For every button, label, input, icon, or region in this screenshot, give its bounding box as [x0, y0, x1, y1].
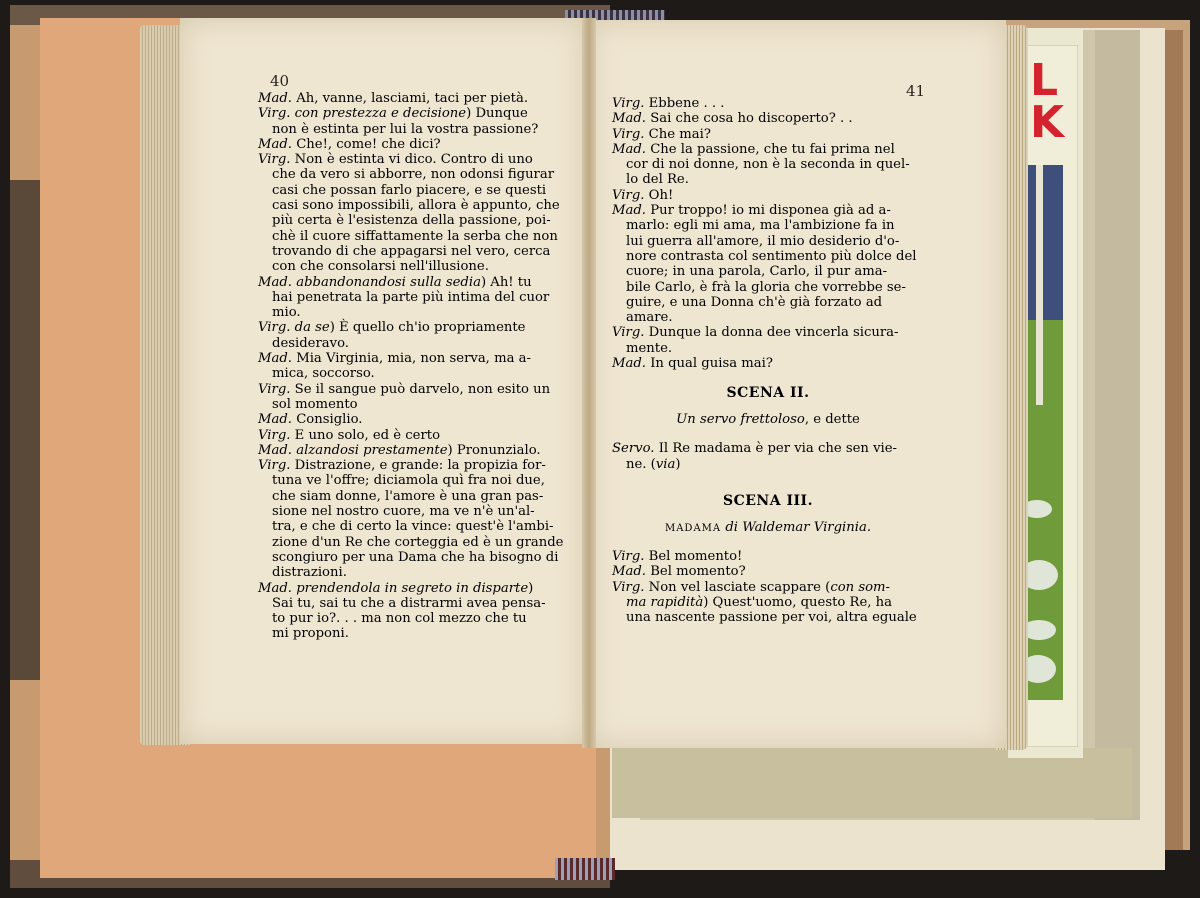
right-page-text: [612, 96, 924, 625]
text-line: [612, 356, 924, 371]
text-line: [612, 96, 924, 111]
text-line: [258, 122, 578, 137]
line-text: Ah, vanne, lasciami, taci per pietà.: [296, 91, 529, 106]
line-text: Bel momento!: [648, 548, 743, 564]
text-line: [612, 218, 924, 233]
line-text: guire, e una Donna ch'è già forzato ad: [626, 294, 883, 310]
speaker-name: Mad.: [258, 351, 292, 367]
speaker-name: Mad.: [612, 141, 646, 157]
speaker-name: Virg.: [258, 381, 291, 397]
spine-tailband: [555, 858, 615, 880]
stage-direction: da se: [294, 320, 330, 336]
line-text: In qual guisa mai?: [650, 356, 773, 372]
speaker-name: Virg.: [258, 106, 291, 122]
speaker-name: Virg.: [612, 325, 645, 341]
speaker-name: Servo.: [612, 441, 655, 457]
speaker-name: Virg.: [258, 458, 291, 474]
stage-direction: prendendola in segreto in disparte: [296, 580, 529, 596]
text-line: [258, 366, 578, 381]
spacer: [612, 541, 924, 549]
poster-tree: [1036, 165, 1043, 405]
line-text: mica, soccorso.: [272, 366, 375, 382]
text-line: [258, 137, 578, 152]
text-line: [258, 290, 578, 305]
line-text: ) Dunque: [466, 106, 528, 122]
line-text: hai penetrata la parte più intima del cuor: [272, 289, 550, 305]
text-line: [258, 351, 578, 366]
line-text: Mia Virginia, mia, non serva, ma a-: [296, 351, 531, 367]
text-line: [258, 565, 578, 580]
line-text: Che mai?: [648, 126, 711, 142]
line-text: ): [675, 456, 681, 472]
line-text: Se il sangue può darvelo, non esito un: [294, 381, 551, 397]
scene-cast-italic: Un servo frettoloso: [676, 412, 805, 428]
text-line: [612, 249, 924, 264]
speaker-name: Mad.: [612, 203, 646, 219]
scene-cast: [612, 407, 924, 433]
text-line: [258, 229, 578, 244]
line-text: Che la passione, che tu fai prima nel: [650, 141, 895, 157]
text-line: [612, 310, 924, 325]
scene-heading: [612, 379, 924, 407]
stage-direction: con prestezza e decisione: [294, 106, 467, 122]
line-text: mi proponi.: [272, 626, 349, 642]
line-text: Sai tu, sai tu che a distrarmi avea pensa-: [272, 595, 546, 611]
line-text: una nascente passione per voi, altra eguale: [626, 610, 917, 626]
text-line: [258, 152, 578, 167]
text-line: [612, 203, 924, 218]
line-text: desideravo.: [272, 335, 349, 351]
speaker-name: Mad.: [258, 580, 292, 596]
stage-direction: abbandonandosi sulla sedia: [296, 274, 481, 290]
text-line: [612, 280, 924, 295]
text-line: [612, 457, 924, 472]
scene-title: SCENA III.: [723, 492, 813, 509]
line-text: trovando di che appagarsi nel vero, cerca: [272, 243, 551, 259]
grey-sheet-edge: [1095, 30, 1140, 820]
left-page-text: [258, 91, 578, 642]
text-line: [258, 320, 578, 335]
text-line: [258, 626, 578, 641]
text-line: [258, 596, 578, 611]
line-text: Consiglio.: [296, 412, 363, 428]
line-text: Bel momento?: [650, 564, 746, 580]
text-line: [258, 504, 578, 519]
text-line: [258, 336, 578, 351]
stage-direction: con som-: [830, 579, 890, 595]
text-line: [612, 234, 924, 249]
spacer: [612, 371, 924, 379]
text-line: [258, 198, 578, 213]
poster-title: L K: [1030, 55, 1067, 148]
line-text: amare.: [626, 310, 673, 326]
text-line: [258, 259, 578, 274]
line-text: lui guerra all'amore, il mio desiderio d'o-: [626, 233, 900, 249]
text-line: [612, 127, 924, 142]
text-line: [258, 305, 578, 320]
line-text: casi che possan farlo piacere, e se questi: [272, 182, 547, 198]
text-line: [612, 549, 924, 564]
text-line: [612, 172, 924, 187]
text-line: [258, 382, 578, 397]
line-text: mio.: [272, 305, 301, 321]
text-line: [612, 564, 924, 579]
text-line: [612, 188, 924, 203]
line-text: to pur io?. . . ma non col mezzo che tu: [272, 611, 527, 627]
line-text: chè il cuore siffattamente la serba che non: [272, 228, 558, 244]
text-line: [258, 519, 578, 534]
line-text: distrazioni.: [272, 565, 347, 581]
line-text: Ebbene . . .: [648, 96, 725, 111]
speaker-name: Mad.: [258, 274, 292, 290]
speaker-name: Mad.: [612, 564, 646, 580]
sheet-bottom-band: [612, 748, 1132, 818]
line-text: Il Re madama è per via che sen vie-: [658, 441, 897, 457]
text-line: [258, 458, 578, 473]
scene-heading: [612, 487, 924, 515]
speaker-name: Mad.: [258, 136, 292, 152]
speaker-name: Virg.: [612, 126, 645, 142]
text-line: [258, 275, 578, 290]
line-text: cuore; in una parola, Carlo, il pur ama-: [626, 264, 888, 280]
speaker-name: Mad.: [612, 356, 646, 372]
line-text: che siam donne, l'amore è una gran pas-: [272, 488, 544, 504]
text-line: [612, 610, 924, 625]
text-line: [258, 412, 578, 427]
text-line: [612, 580, 924, 595]
line-text: ) Pronunzialo.: [447, 442, 541, 458]
line-text: Che!, come! che dici?: [296, 136, 441, 152]
speaker-name: Mad.: [258, 442, 292, 458]
line-text: Non è estinta vi dico. Contro di uno: [294, 152, 533, 168]
scene-cast-italic: Waldemar Virginia.: [742, 519, 872, 535]
text-line: [612, 295, 924, 310]
text-line: [258, 611, 578, 626]
line-text: ne. (: [626, 456, 656, 472]
line-text: ) È quello ch'io propriamente: [329, 320, 526, 336]
line-text: Sai che cosa ho discoperto? . .: [650, 111, 853, 127]
text-line: [258, 473, 578, 488]
text-line: [258, 443, 578, 458]
speaker-name: Mad.: [612, 111, 646, 127]
text-line: [612, 441, 924, 456]
text-line: [612, 111, 924, 126]
line-text: ) Quest'uomo, questo Re, ha: [703, 594, 893, 610]
stage-direction: ma rapidità: [626, 594, 704, 610]
page-number-left: 40: [270, 72, 290, 90]
line-text: non è estinta per lui la vostra passione?: [272, 121, 539, 137]
text-line: [258, 535, 578, 550]
line-text: Pur troppo! io mi disponea già ad a-: [650, 203, 891, 219]
line-text: tuna ve l'offre; diciamola quì fra noi due,: [272, 473, 545, 489]
line-text: Non vel lasciate scappare (: [648, 579, 831, 595]
text-line: [612, 341, 924, 356]
text-line: [258, 167, 578, 182]
text-line: [258, 428, 578, 443]
book-gutter: [582, 18, 596, 748]
text-line: [258, 91, 578, 106]
line-text: zione d'un Re che corteggia ed è un grande: [272, 534, 564, 550]
line-text: ): [528, 580, 534, 596]
scene-cast-text: , e dette: [804, 412, 860, 428]
line-text: casi sono impossibili, allora è appunto, che: [272, 198, 560, 214]
speaker-name: Virg.: [612, 96, 645, 111]
line-text: E uno solo, ed è certo: [294, 427, 441, 443]
line-text: tra, e che di certo la vince: quest'è l'ambi-: [272, 519, 554, 535]
line-text: ) Ah! tu: [480, 274, 532, 290]
text-line: [258, 213, 578, 228]
line-text: con che consolarsi nell'illusione.: [272, 259, 489, 275]
stage-direction: alzandosi prestamente: [296, 442, 448, 458]
line-text: cor di noi donne, non è la seconda in quel-: [626, 157, 910, 173]
line-text: sione nel nostro cuore, ma ve n'è un'al-: [272, 504, 535, 520]
line-text: marlo: egli mi ama, ma l'ambizione fa in: [626, 218, 895, 234]
text-line: [612, 142, 924, 157]
speaker-name: Virg.: [612, 579, 645, 595]
text-line: [258, 489, 578, 504]
line-text: Dunque la donna dee vincerla sicura-: [648, 325, 899, 341]
line-text: bile Carlo, è frà la gloria che vorrebbe se-: [626, 279, 906, 295]
line-text: che da vero si abborre, non odonsi figurar: [272, 167, 555, 183]
stage-direction: via: [655, 456, 676, 472]
text-line: [612, 157, 924, 172]
scene-cast: [612, 515, 924, 541]
speaker-name: Virg.: [258, 427, 291, 443]
line-text: nore contrasta col sentimento più dolce del: [626, 248, 917, 264]
line-text: mente.: [626, 340, 673, 356]
text-line: [612, 595, 924, 610]
line-text: più certa è l'esistenza della passione, poi-: [272, 213, 551, 229]
page-number-right: 41: [906, 82, 926, 100]
spacer: [612, 472, 924, 487]
speaker-name: Virg.: [258, 152, 291, 168]
line-text: scongiuro per una Dama che ha bisogno di: [272, 549, 559, 565]
speaker-name: Virg.: [612, 548, 645, 564]
text-line: [258, 183, 578, 198]
backing-board-edge: [1165, 30, 1183, 850]
text-line: [258, 244, 578, 259]
speaker-name: Virg.: [612, 187, 645, 203]
line-text: sol momento: [272, 396, 358, 412]
speaker-name: Virg.: [258, 320, 291, 336]
spacer: [612, 433, 924, 441]
scene-title: SCENA II.: [726, 385, 810, 402]
text-line: [612, 264, 924, 279]
speaker-name: Mad.: [258, 412, 292, 428]
text-line: [612, 325, 924, 340]
speaker-name: Mad.: [258, 91, 292, 106]
text-line: [258, 397, 578, 412]
poster-sky: [1023, 165, 1063, 325]
scene-cast-text: di: [721, 519, 743, 535]
scene-cast-caps: MADAMA: [664, 522, 722, 534]
line-text: Oh!: [648, 187, 674, 203]
text-line: [258, 106, 578, 121]
line-text: Distrazione, e grande: la propizia for-: [294, 458, 546, 474]
text-line: [258, 581, 578, 596]
line-text: lo del Re.: [626, 172, 689, 188]
text-line: [258, 550, 578, 565]
